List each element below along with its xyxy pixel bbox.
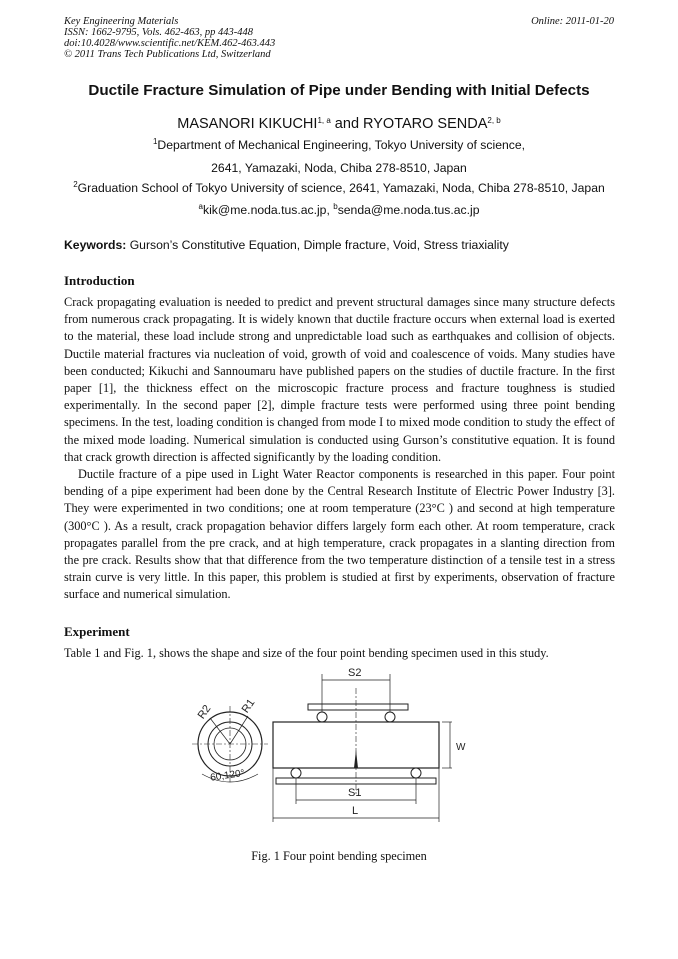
affiliation-1-mark: 1 — [152, 137, 158, 146]
email-b[interactable]: senda@me.noda.tus.ac.jp — [337, 203, 480, 217]
introduction-heading: Introduction — [64, 273, 135, 288]
author-1: MASANORI KIKUCHI — [177, 116, 318, 132]
lower-roller-right — [411, 768, 421, 778]
author-line — [0, 116, 678, 132]
email-line — [0, 203, 678, 217]
affiliation-2-line: Graduation School of Tokyo University of science, 2641, Yamazaki, Noda, Chiba 278-8510, Japan — [77, 181, 605, 195]
upper-roller-left — [317, 712, 327, 722]
email-a-mark: a — [198, 202, 203, 211]
issn-line: ISSN: 1662-9795, Vols. 462-463, pp 443-448 — [64, 27, 253, 38]
email-b-mark: b — [333, 202, 338, 211]
angle-label: 60,120° — [209, 768, 246, 784]
doi-line: doi:10.4028/www.scientific.net/KEM.462-463.443 — [64, 38, 276, 49]
affiliation-2 — [0, 181, 678, 195]
w-label: W — [456, 742, 466, 753]
intro-paragraph-1: Crack propagating evaluation is needed to predict and prevent structural damages since many structure defects from numerous crack propagating. It is widely known that ductile fracture occurs when external load is exerted to the material, these load include strong and unpredictable load such as earthquakes and collision of objects. Ductile material fractures via nucleation of void, growth of void and coalescence of voids. Many studies have been conducted; Kikuchi and Sannoumaru have published papers on the studies of ductile fracture. In the first paper [1], the thickness effect on the microscopic fracture process and fracture toughness is studied experimentally. In the second paper [2], dimple fracture tests were performed using three point bending specimens. In the test, loading condition is changed from mode I to mixed mode condition to study the effect of the mixed mode loading. Numerical simulation is conducted using Gurson’s constitutive equation. It is found that crack growth direction is affected significantly by the loading condition. — [64, 295, 615, 464]
s2-label: S2 — [348, 667, 362, 679]
four-point-bending-diagram — [180, 662, 466, 830]
experiment-text: Table 1 and Fig. 1, shows the shape and size of the four point bending specimen used in this study. — [64, 646, 549, 660]
r1-label: R1 — [239, 696, 258, 716]
journal-header — [64, 16, 275, 60]
journal-name: Key Engineering Materials — [64, 16, 179, 27]
affiliation-1-line-1: Department of Mechanical Engineering, Tokyo University of science, — [157, 138, 526, 152]
figure-1-caption: Fig. 1 Four point bending specimen — [251, 849, 427, 863]
copyright-line: © 2011 Trans Tech Publications Ltd, Switzerland — [64, 49, 271, 60]
author-2: RYOTARO SENDA — [363, 116, 488, 132]
intro-paragraph-2: Ductile fracture of a pipe used in Light Water Reactor components is researched in this paper. Four point bending of a pipe experiment had been done by the Central Research Institute of Electric Power Industry [3]. They were experimented in two conditions; one at room temperature (23°C ) and second at high temperature (300°C ). As a result, crack propagation behavior differs largely form each other. At room temperature, crack propagates parallel from the pre crack, and at high temperature, crack propagates in a slanting direction from the pre crack. Results show that that difference from the two temperature distinction of a tensile test in a stress strain curve is very little. In this paper, this problem is studied at first by experiments, observation of fracture surface and numerical simulation. — [64, 467, 615, 602]
upper-load-plate — [308, 704, 408, 710]
introduction-body — [64, 294, 615, 604]
affiliation-1 — [0, 138, 678, 152]
author-2-mark: 2, b — [487, 116, 501, 125]
author-1-mark: 1, a — [317, 116, 331, 125]
author-connector: and — [330, 116, 364, 132]
lower-roller-left — [291, 768, 301, 778]
experiment-heading: Experiment — [64, 624, 130, 639]
online-date: Online: 2011-01-20 — [531, 16, 614, 27]
pre-crack — [354, 750, 358, 768]
l-label: L — [352, 805, 359, 817]
upper-roller-right — [385, 712, 395, 722]
keywords-text: Gurson’s Constitutive Equation, Dimple fracture, Void, Stress triaxiality — [126, 238, 509, 252]
s1-label: S1 — [348, 787, 362, 799]
keywords — [64, 238, 509, 252]
keywords-label: Keywords: — [64, 238, 127, 252]
email-a[interactable]: kik@me.noda.tus.ac.jp, — [202, 203, 334, 217]
r2-label: R2 — [195, 702, 214, 722]
figure-1 — [180, 662, 466, 830]
paper-title: Ductile Fracture Simulation of Pipe under Bending with Initial Defects — [88, 82, 590, 99]
affiliation-2-mark: 2 — [73, 180, 78, 189]
affiliation-1-address: 2641, Yamazaki, Noda, Chiba 278-8510, Japan — [211, 161, 467, 175]
